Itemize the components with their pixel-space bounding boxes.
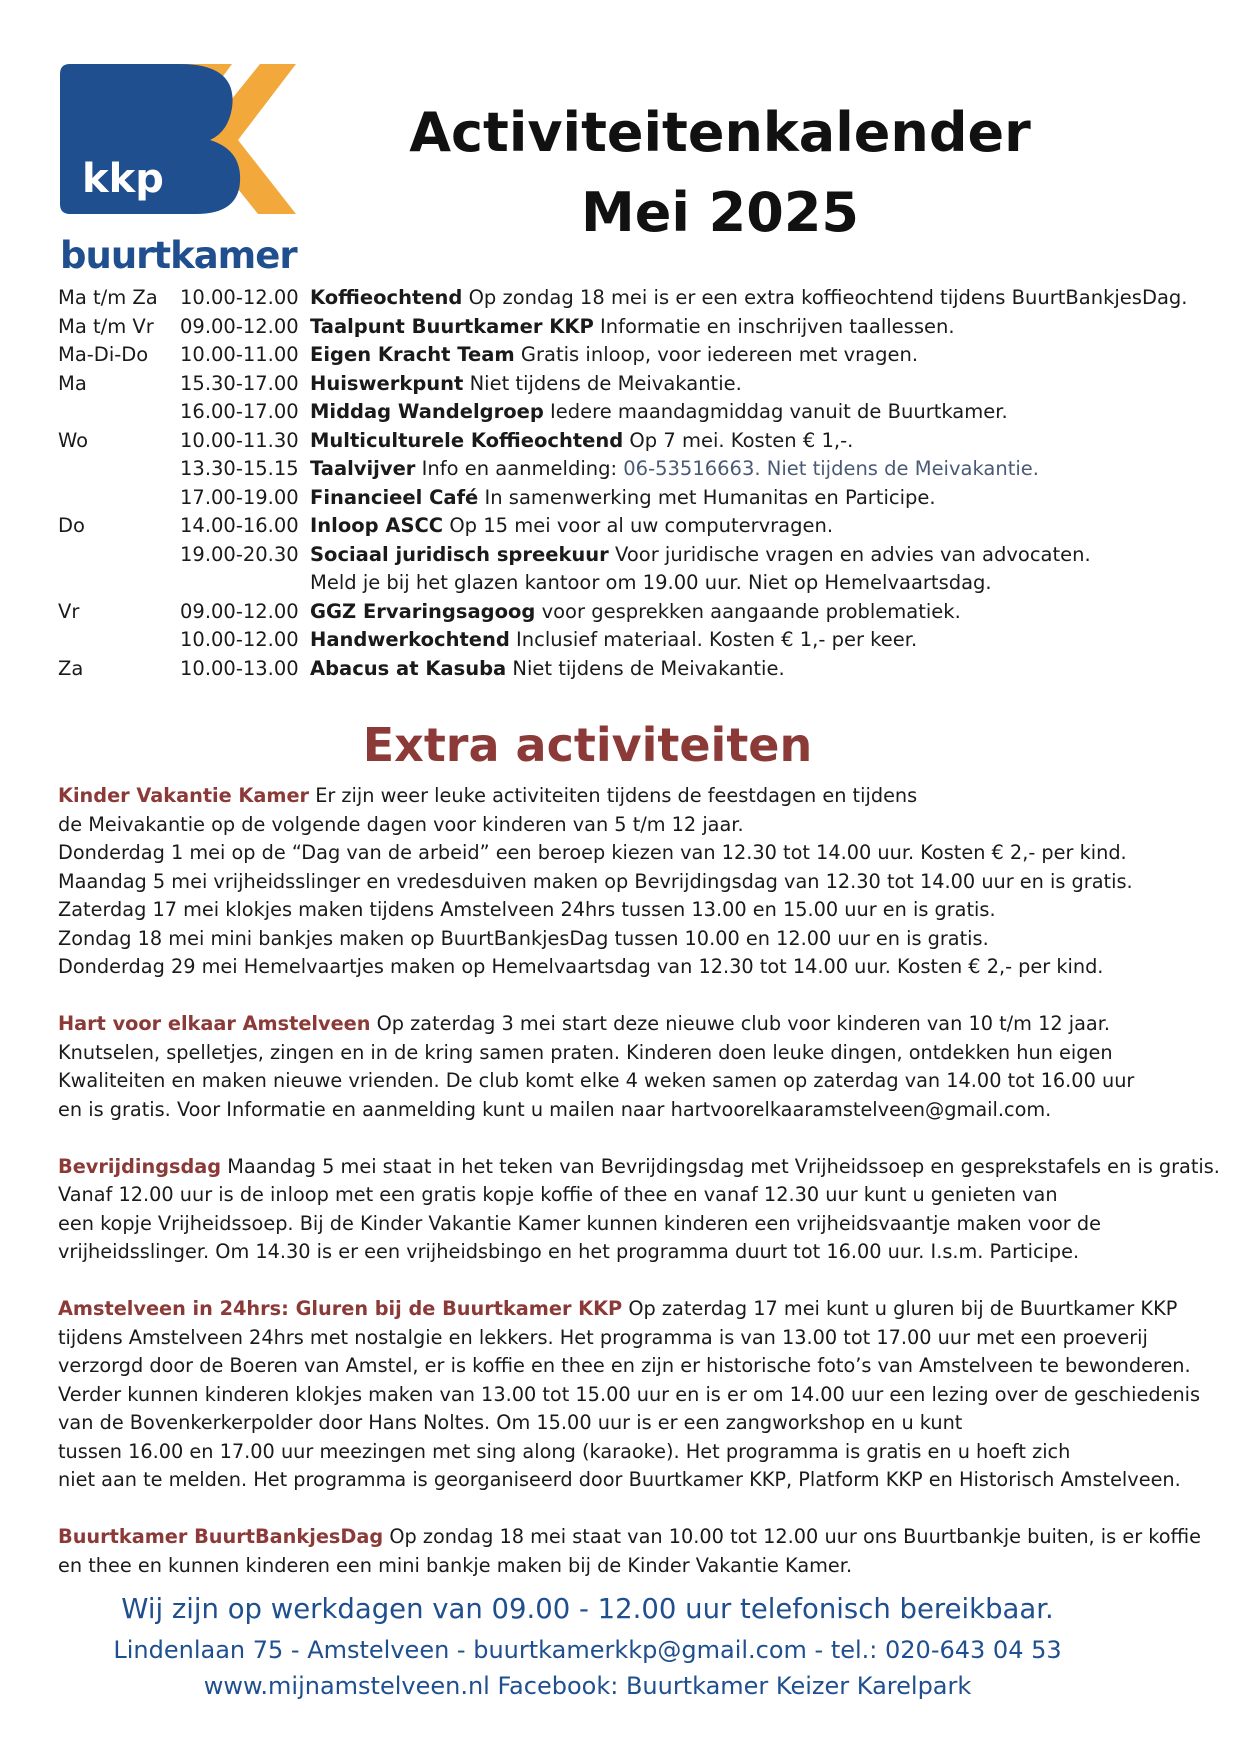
- schedule-row: [58, 484, 1208, 513]
- activity-text-line: [58, 1096, 1208, 1125]
- footer-address: Lindenlaan 75 - Amstelveen - buurtkamerkkp@gmail.com - tel.: 020-643 04 53: [113, 1636, 1062, 1664]
- schedule-day: Ma: [58, 371, 87, 395]
- schedule-description: [310, 626, 1208, 655]
- activity-name: Sociaal juridisch spreekuur: [310, 542, 609, 566]
- activity-text: Donderdag 29 mei Hemelvaartjes maken op Hemelvaartsdag van 12.30 tot 14.00 uur. Kosten € 2,- per kind.: [58, 955, 1104, 978]
- activity-text: Zondag 18 mei mini bankjes maken op BuurtBankjesDag tussen 10.00 en 12.00 uur en is gratis.: [58, 926, 989, 950]
- activity-text-line: [58, 1324, 1208, 1353]
- schedule-day: Vr: [58, 599, 80, 623]
- activity-text: een kopje Vrijheidssoep. Bij de Kinder Vakantie Kamer kunnen kinderen een vrijheidsvaantje maken voor de: [58, 1211, 1101, 1235]
- activity-details: Meld je bij het glazen kantoor om 19.00 uur. Niet op Hemelvaartsdag.: [310, 571, 992, 594]
- schedule-day: Ma t/m Vr: [58, 314, 154, 338]
- activity-text: Op zaterdag 17 mei kunt u gluren bij de Buurtkamer KKP: [622, 1297, 1178, 1320]
- extra-activity-block: [58, 1523, 1208, 1580]
- schedule-time: 14.00-16.00: [180, 514, 299, 537]
- schedule-description: [310, 284, 1208, 313]
- activity-details: Niet tijdens de Meivakantie.: [463, 371, 742, 395]
- schedule-day: [58, 541, 180, 570]
- activity-text: Op zaterdag 3 mei start deze nieuwe club voor kinderen van 10 t/m 12 jaar.: [370, 1012, 1111, 1035]
- activity-name: Middag Wandelgroep: [310, 400, 544, 423]
- schedule-row: [58, 341, 1208, 370]
- logo-mark: [60, 64, 300, 234]
- activity-text-line: [58, 868, 1208, 897]
- activity-details: Op 7 mei. Kosten € 1,-.: [623, 428, 854, 452]
- activity-details: Informatie en inschrijven taallessen.: [593, 314, 955, 338]
- activity-details: Niet tijdens de Meivakantie.: [506, 656, 785, 680]
- activity-text: Er zijn weer leuke activiteiten tijdens de feestdagen en tijdens: [309, 784, 918, 807]
- activity-name: Financieel Café: [310, 485, 479, 509]
- activity-details: Iedere maandagmiddag vanuit de Buurtkamer.: [543, 400, 1008, 423]
- extra-activity-block: [58, 1153, 1220, 1267]
- activity-text: Knutselen, spelletjes, zingen en in de kring samen praten. Kinderen doen leuke dingen, ontdekken hun eigen: [58, 1040, 1113, 1064]
- activity-text-line: [58, 1352, 1208, 1381]
- schedule-day: [58, 484, 180, 513]
- schedule-row: [58, 626, 1208, 655]
- activity-details: Voor juridische vragen en advies van advocaten.: [608, 542, 1091, 566]
- schedule-time: 10.00-11.30: [180, 428, 299, 452]
- activity-text-line: [58, 1181, 1208, 1210]
- schedule-time: 19.00-20.30: [180, 542, 299, 566]
- activity-text: tijdens Amstelveen 24hrs met nostalgie en lekkers. Het programma is van 13.00 tot 17.00 uur met een proeverij: [58, 1325, 1148, 1349]
- activity-name: Koffieochtend: [310, 286, 463, 309]
- activity-text: en is gratis. Voor Informatie en aanmelding kunt u mailen naar hartvoorelkaaramstelveen@gmail.com.: [58, 1097, 1052, 1121]
- schedule-row: [58, 541, 1208, 570]
- activity-text-line: [58, 1295, 1208, 1324]
- schedule-description: [310, 484, 1208, 513]
- schedule-day: [58, 455, 180, 484]
- activity-name: Inloop ASCC: [310, 514, 444, 537]
- activity-name: Handwerkochtend: [310, 628, 510, 651]
- schedule-description: [310, 541, 1208, 570]
- schedule-description: [310, 569, 1208, 598]
- schedule-row: [58, 512, 1208, 541]
- schedule-day: Do: [58, 514, 85, 537]
- activity-text: Zaterdag 17 mei klokjes maken tijdens Amstelveen 24hrs tussen 13.00 en 15.00 uur en is gratis.: [58, 898, 996, 921]
- extra-activity-title: Bevrijdingsdag: [58, 1154, 222, 1178]
- activity-text-line: [58, 1552, 1208, 1581]
- activity-details: voor gesprekken aangaande problematiek.: [535, 599, 961, 623]
- schedule-day: [58, 398, 180, 427]
- activity-details: Op 15 mei voor al uw computervragen.: [443, 514, 834, 537]
- activity-text-line: [58, 1381, 1208, 1410]
- activity-details: Op zondag 18 mei is er een extra koffieochtend tijdens BuurtBankjesDag.: [462, 286, 1188, 309]
- extra-activities: [58, 782, 1220, 1609]
- schedule-time: [180, 569, 310, 598]
- activity-text-line: [58, 896, 1208, 925]
- activity-text: de Meivakantie op de volgende dagen voor kinderen van 5 t/m 12 jaar.: [58, 812, 744, 836]
- activity-text: en thee en kunnen kinderen een mini bankje maken bij de Kinder Vakantie Kamer.: [58, 1553, 853, 1577]
- activity-text: Maandag 5 mei staat in het teken van Bevrijdingsdag met Vrijheidssoep en gesprekstafels en is gratis.: [221, 1154, 1220, 1178]
- schedule-time: 09.00-12.00: [180, 314, 299, 338]
- activity-text-line: [58, 1067, 1208, 1096]
- activity-details: Inclusief materiaal. Kosten € 1,- per keer.: [509, 628, 918, 651]
- activity-text-line: [58, 1523, 1208, 1552]
- logo-monogram: kkp: [82, 156, 164, 202]
- logo-wordmark: buurtkamer: [60, 234, 297, 277]
- schedule-time: 10.00-12.00: [180, 286, 299, 309]
- footer-phone-hours: Wij zijn op werkdagen van 09.00 - 12.00 uur telefonisch bereikbaar.: [121, 1593, 1054, 1625]
- extra-activity-block: [58, 782, 1208, 982]
- activity-text-line: [58, 925, 1208, 954]
- schedule-day: Ma-Di-Do: [58, 343, 149, 366]
- activity-text-line: [58, 782, 1208, 811]
- schedule-day: Ma t/m Za: [58, 286, 158, 309]
- activity-text-line: [58, 1238, 1208, 1267]
- activity-text-line: [58, 839, 1208, 868]
- activity-text-line: [58, 1010, 1208, 1039]
- activity-details: In samenwerking met Humanitas en Participe.: [478, 485, 936, 509]
- schedule-day: Wo: [58, 428, 89, 452]
- activity-text: Maandag 5 mei vrijheidsslinger en vredesduiven maken op Bevrijdingsdag van 12.30 tot 14.00 uur en is gratis.: [58, 869, 1133, 893]
- schedule-time: 10.00-12.00: [180, 628, 299, 651]
- activity-name: Multiculturele Koffieochtend: [310, 428, 624, 452]
- footer-links: www.mijnamstelveen.nl Facebook: Buurtkamer Keizer Karelpark: [203, 1672, 972, 1700]
- schedule-row: [58, 313, 1208, 342]
- activity-text: Donderdag 1 mei op de “Dag van de arbeid” een beroep kiezen van 12.30 tot 14.00 uur. Kosten € 2,- per kind.: [58, 841, 1127, 864]
- schedule-description: [310, 398, 1208, 427]
- extra-activities-heading: Extra activiteiten: [362, 718, 813, 772]
- schedule-day: Za: [58, 656, 84, 680]
- activity-text: Verder kunnen kinderen klokjes maken van 13.00 tot 15.00 uur en is er om 14.00 uur een lezing over de geschiedenis: [58, 1382, 1201, 1406]
- schedule-row: [58, 284, 1208, 313]
- schedule-row: [58, 598, 1208, 627]
- schedule-time: 13.30-15.15: [180, 457, 299, 480]
- extra-activity-title: Hart voor elkaar Amstelveen: [58, 1012, 371, 1035]
- schedule-time: 10.00-11.00: [180, 343, 299, 366]
- page-title: Activiteitenkalender: [409, 101, 1031, 164]
- schedule-time: 10.00-13.00: [180, 656, 299, 680]
- activity-text-line: [58, 811, 1208, 840]
- schedule-row: [58, 655, 1208, 684]
- activity-text: van de Bovenkerkerpolder door Hans Noltes. Om 15.00 uur is er een zangworkshop en u kunt: [58, 1411, 963, 1434]
- schedule-time: 16.00-17.00: [180, 400, 299, 423]
- schedule-description: [310, 512, 1208, 541]
- activity-text: niet aan te melden. Het programma is georganiseerd door Buurtkamer KKP, Platform KKP en Historisch Amstelveen.: [58, 1468, 1181, 1491]
- schedule-description: [310, 313, 1208, 342]
- extra-activity-title: Buurtkamer BuurtBankjesDag: [58, 1525, 384, 1548]
- activity-name: Huiswerkpunt: [310, 371, 464, 395]
- activity-text: Op zondag 18 mei staat van 10.00 tot 12.00 uur ons Buurtbankje buiten, is er koffie: [383, 1525, 1202, 1548]
- schedule-time: 17.00-19.00: [180, 485, 299, 509]
- activity-details: Info en aanmelding:: [415, 457, 624, 480]
- page-subtitle-month: Mei 2025: [581, 181, 859, 244]
- schedule-description: [310, 655, 1208, 684]
- schedule-description: [310, 455, 1208, 484]
- schedule-row: [58, 398, 1208, 427]
- activity-text-line: [58, 1210, 1208, 1239]
- activity-text-line: [58, 1409, 1208, 1438]
- schedule-time: 15.30-17.00: [180, 371, 299, 395]
- activity-text-line: [58, 1039, 1208, 1068]
- activity-name: Taalpunt Buurtkamer KKP: [310, 314, 594, 338]
- activity-text-line: [58, 1153, 1220, 1182]
- activity-text-line: [58, 953, 1208, 982]
- schedule-description: [310, 427, 1208, 456]
- extra-activity-block: [58, 1295, 1208, 1495]
- activity-name: GGZ Ervaringsagoog: [310, 599, 536, 623]
- schedule-time: 09.00-12.00: [180, 599, 299, 623]
- schedule-description: [310, 370, 1208, 399]
- activity-details: Gratis inloop, voor iedereen met vragen.: [514, 343, 919, 366]
- schedule-row: [58, 455, 1208, 484]
- extra-activity-title: Amstelveen in 24hrs: Gluren bij de Buurtkamer KKP: [58, 1297, 623, 1320]
- buurtkamer-kkp-logo: [60, 64, 300, 284]
- activity-text: tussen 16.00 en 17.00 uur meezingen met sing along (karaoke). Het programma is gratis en u hoeft zich: [58, 1439, 1071, 1463]
- activity-text-line: [58, 1438, 1208, 1467]
- activity-name: Taalvijver: [310, 457, 416, 480]
- activity-text: Vanaf 12.00 uur is de inloop met een gratis kopje koffie of thee en vanaf 12.30 uur kunt u genieten van: [58, 1183, 1058, 1206]
- weekly-schedule: [58, 284, 1208, 683]
- activity-name: Abacus at Kasuba: [310, 656, 507, 680]
- activity-name: Eigen Kracht Team: [310, 343, 515, 366]
- schedule-day: [58, 626, 180, 655]
- schedule-row: [58, 569, 1208, 598]
- schedule-row: [58, 427, 1208, 456]
- extra-activity-title: Kinder Vakantie Kamer: [58, 784, 310, 807]
- extra-activity-block: [58, 1010, 1208, 1124]
- activity-text-line: [58, 1466, 1208, 1495]
- activity-text: vrijheidsslinger. Om 14.30 is er een vrijheidsbingo en het programma duurt tot 16.00 uur. I.s.m. Participe.: [58, 1240, 1080, 1263]
- schedule-row: [58, 370, 1208, 399]
- schedule-description: [310, 341, 1208, 370]
- schedule-day: [58, 569, 180, 598]
- activity-text: Kwaliteiten en maken nieuwe vrienden. De club komt elke 4 weken samen op zaterdag van 14.00 tot 16.00 uur: [58, 1069, 1135, 1092]
- activity-contact: 06-53516663. Niet tijdens de Meivakantie.: [623, 457, 1039, 480]
- activity-text: verzorgd door de Boeren van Amstel, er is koffie en thee en zijn er historische foto’s van Amstelveen te bewonderen.: [58, 1354, 1191, 1377]
- schedule-description: [310, 598, 1208, 627]
